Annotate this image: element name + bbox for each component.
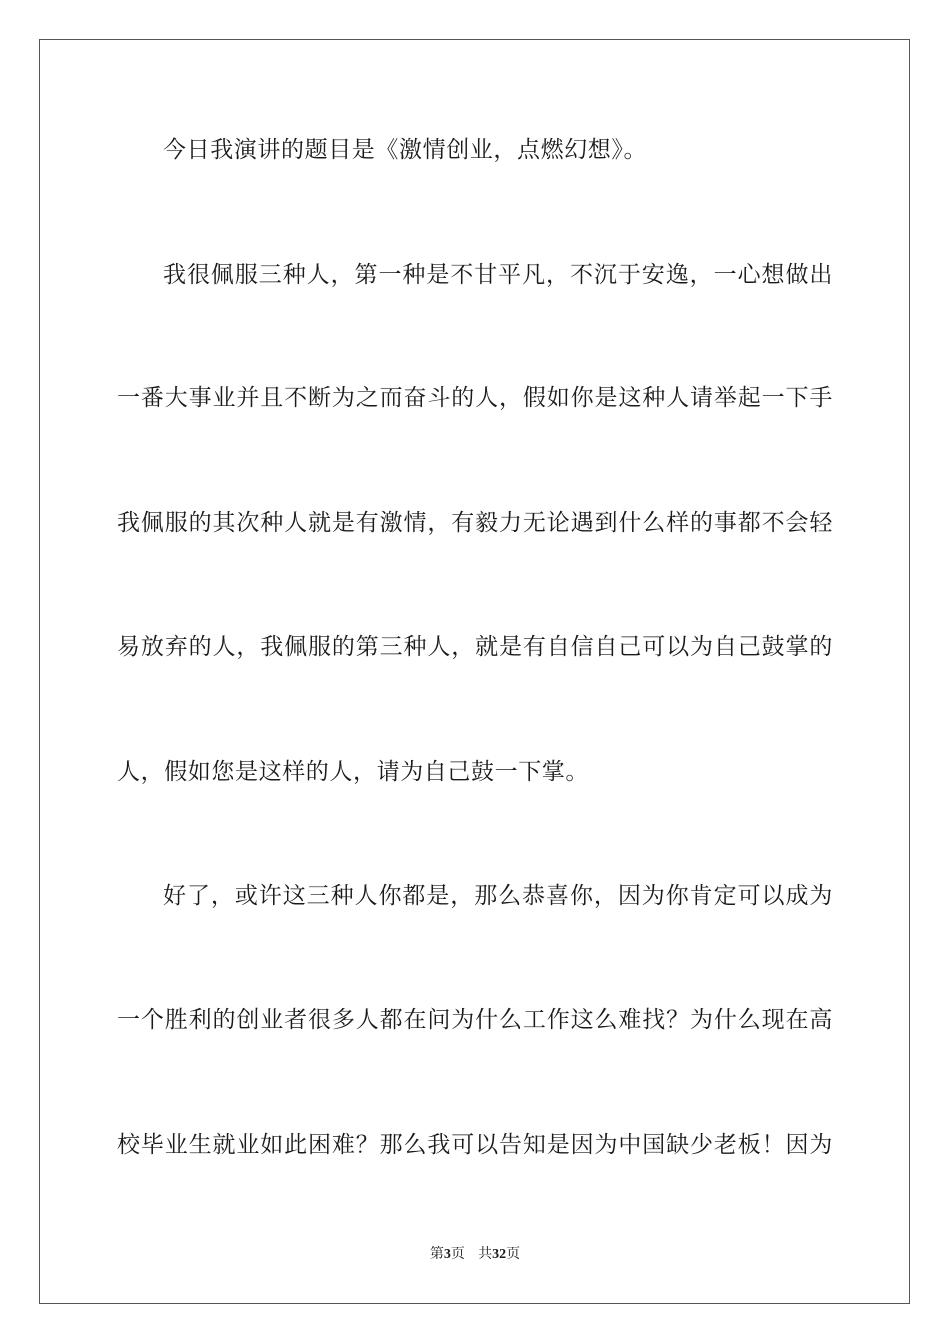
footer-page-suffix: 页 (450, 1246, 465, 1262)
footer-total-prefix: 共 (478, 1246, 493, 1262)
paragraph-line: 易放弃的人，我佩服的第三种人，就是有自信自己可以为自己鼓掌的 (117, 634, 833, 660)
paragraph-line: 人，假如您是这样的人，请为自己鼓一下掌。 (117, 759, 589, 785)
paragraph-line: 好了，或许这三种人你都是，那么恭喜你，因为你肯定可以成为 (163, 883, 833, 909)
footer-total-suffix: 页 (506, 1246, 521, 1262)
paragraph-line: 我很佩服三种人，第一种是不甘平凡，不沉于安逸，一心想做出 (163, 262, 833, 288)
paragraph-line: 我佩服的其次种人就是有激情，有毅力无论遇到什么样的事都不会轻 (117, 510, 833, 536)
footer-page-number: 3 (443, 1247, 451, 1262)
paragraph-line: 今日我演讲的题目是《激情创业，点燃幻想》。 (163, 137, 648, 163)
paragraph-line: 一番大事业并且不断为之而奋斗的人，假如你是这种人请举起一下手 (117, 385, 833, 411)
footer-total-pages: 32 (492, 1247, 507, 1262)
paragraph-line: 校毕业生就业如此困难？那么我可以告知是因为中国缺少老板！因为 (117, 1132, 833, 1158)
footer-page-prefix: 第 (429, 1246, 444, 1262)
paragraph-line: 一个胜利的创业者很多人都在问为什么工作这么难找？为什么现在高 (117, 1007, 833, 1033)
page-border (39, 39, 910, 1304)
page-footer (0, 1244, 950, 1265)
